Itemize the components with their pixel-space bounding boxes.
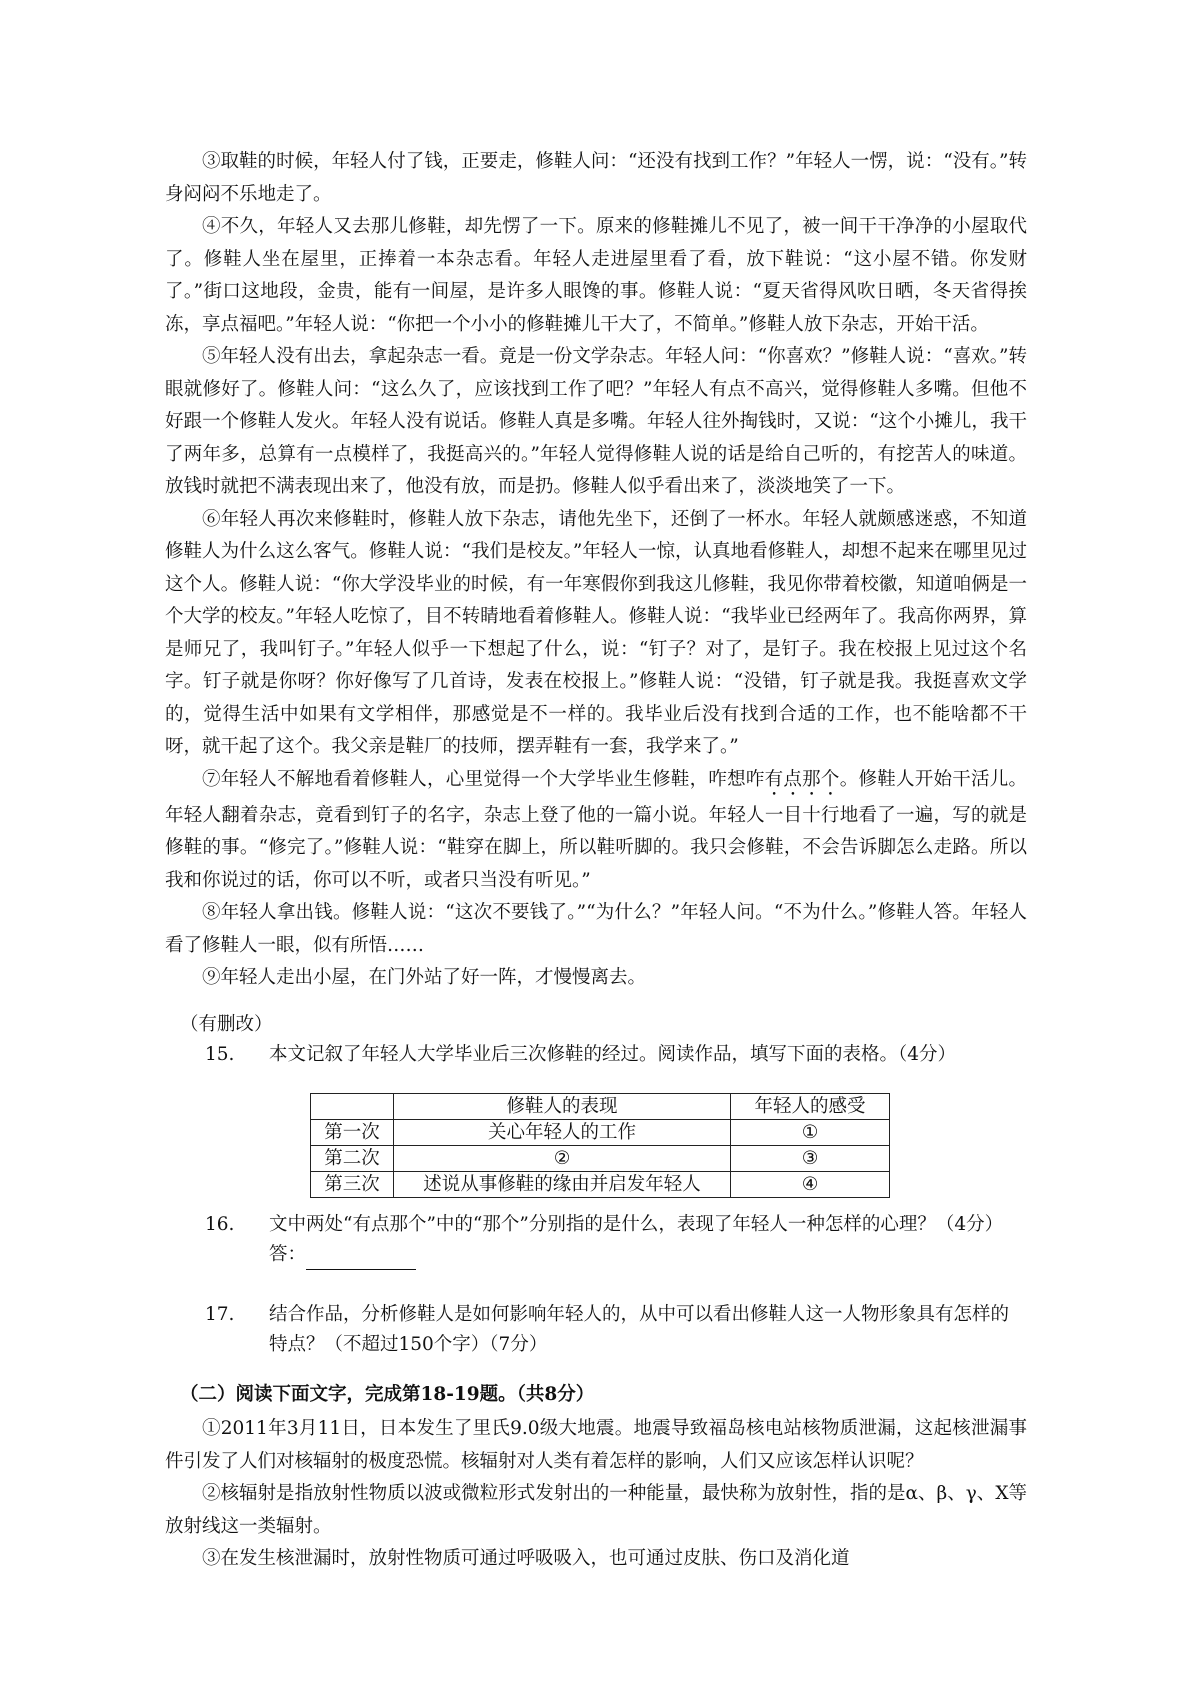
question-17 xyxy=(205,1300,1025,1360)
table-row xyxy=(311,1120,890,1146)
question-text: 结合作品，分析修鞋人是如何影响年轻人的，从中可以看出修鞋人这一人物形象具有怎样的特点？（不超过150个字）（7分） xyxy=(269,1304,1010,1355)
reading-passage xyxy=(165,146,1027,995)
table-cell: 第三次 xyxy=(311,1172,394,1198)
paragraph-7-end: 。修鞋人开始干活儿。年轻人翻着杂志，竟看到钉子的名字，杂志上登了他的一篇小说。年轻人一目十行地看了一遍，写的就是修鞋的事。“修完了。”修鞋人说：“鞋穿在脚上，所以鞋听脚的。我只会修鞋，不会告诉脚怎么走路。所以我和你说过的话，你可以不听，或者只当没有听见。” xyxy=(165,768,1027,891)
section-2-paragraph-3: ③在发生核泄漏时，放射性物质可通过呼吸吸入，也可通过皮肤、伤口及消化道 xyxy=(202,1548,850,1569)
table-header-row xyxy=(311,1094,890,1120)
paragraph-8: ⑧年轻人拿出钱。修鞋人说：“这次不要钱了。”“为什么？”年轻人问。“不为什么。”修鞋人答。年轻人看了修鞋人一眼，似有所悟…… xyxy=(165,902,1027,956)
answer-label: 答： xyxy=(269,1244,307,1265)
answer-line xyxy=(269,1240,1025,1270)
table-cell: ③ xyxy=(731,1146,890,1172)
paragraph-5: ⑤年轻人没有出去，拿起杂志一看。竟是一份文学杂志。年轻人问：“你喜欢？”修鞋人说：“喜欢。”转眼就修好了。修鞋人问：“这么久了，应该找到工作了吧？”年轻人有点不高兴，觉得修鞋人多嘴。但他不好跟一个修鞋人发火。年轻人没有说话。修鞋人真是多嘴。年轻人往外掏钱时，又说：“这个小摊儿，我干了两年多，总算有一点模样了，我挺高兴的。”年轻人觉得修鞋人说的话是给自己听的，有挖苦人的味道。放钱时就把不满表现出来了，他没有放，而是扔。修鞋人似乎看出来了，淡淡地笑了一下。 xyxy=(165,346,1027,497)
table-header-cell: 年轻人的感受 xyxy=(731,1094,890,1120)
table-row xyxy=(311,1172,890,1198)
table-header-cell xyxy=(311,1094,394,1120)
question-number: 17. xyxy=(205,1304,235,1325)
question-16 xyxy=(205,1210,1025,1270)
table-cell: ④ xyxy=(731,1172,890,1198)
question-number: 15. xyxy=(205,1044,235,1065)
paragraph-3: ③取鞋的时候，年轻人付了钱，正要走，修鞋人问：“还没有找到工作？”年轻人一愣，说：“没有。”转身闷闷不乐地走了。 xyxy=(165,151,1027,205)
section-heading: （二）阅读下面文字，完成第18-19题。（共8分） xyxy=(180,1384,595,1405)
table-row xyxy=(311,1146,890,1172)
edited-note: （有删改） xyxy=(180,1014,273,1035)
section-2-passage xyxy=(165,1413,1027,1576)
paragraph-4: ④不久，年轻人又去那儿修鞋，却先愣了一下。原来的修鞋摊儿不见了，被一间干干净净的小屋取代了。修鞋人坐在屋里，正捧着一本杂志看。年轻人走进屋里看了看，放下鞋说：“这小屋不错。你发财了。”街口这地段，金贵，能有一间屋，是许多人眼馋的事。修鞋人说：“夏天省得风吹日晒，冬天省得挨冻，享点福吧。”年轻人说：“你把一个小小的修鞋摊儿干大了，不简单。”修鞋人放下杂志，开始干活。 xyxy=(165,216,1027,335)
answer-table xyxy=(310,1093,890,1198)
section-2-paragraph-2: ②核辐射是指放射性物质以波或微粒形式发射出的一种能量，最快称为放射性，指的是α、β、γ、X等放射线这一类辐射。 xyxy=(165,1483,1027,1537)
table-cell: ② xyxy=(394,1146,731,1172)
answer-blank[interactable] xyxy=(306,1247,416,1270)
paragraph-6: ⑥年轻人再次来修鞋时，修鞋人放下杂志，请他先坐下，还倒了一杯水。年轻人就颇感迷惑，不知道修鞋人为什么这么客气。修鞋人说：“我们是校友。”年轻人一惊，认真地看修鞋人，却想不起来在哪里见过这个人。修鞋人说：“你大学没毕业的时候，有一年寒假你到我这儿修鞋，我见你带着校徽，知道咱俩是一个大学的校友。”年轻人吃惊了，目不转睛地看着修鞋人。修鞋人说：“我毕业已经两年了。我高你两界，算是师兄了，我叫钉子。”年轻人似乎一下想起了什么，说：“钉子？对了，是钉子。我在校报上见过这个名字。钉子就是你呀？你好像写了几首诗，发表在校报上。”修鞋人说：“没错，钉子就是我。我挺喜欢文学的，觉得生活中如果有文学相伴，那感觉是不一样的。我毕业后没有找到合适的工作，也不能啥都不干呀，就干起了这个。我父亲是鞋厂的技师，摆弄鞋有一套，我学来了。” xyxy=(165,508,1027,757)
emphasized-phrase: 有点那个 xyxy=(764,768,840,790)
table-cell: 述说从事修鞋的缘由并启发年轻人 xyxy=(394,1172,731,1198)
table-cell: 第一次 xyxy=(311,1120,394,1146)
table-cell: 关心年轻人的工作 xyxy=(394,1120,731,1146)
table-cell: ① xyxy=(731,1120,890,1146)
question-text: 本文记叙了年轻人大学毕业后三次修鞋的经过。阅读作品，填写下面的表格。（4分） xyxy=(269,1044,957,1065)
paragraph-9: ⑨年轻人走出小屋，在门外站了好一阵，才慢慢离去。 xyxy=(202,967,647,988)
section-2-paragraph-1: ①2011年3月11日，日本发生了里氏9.0级大地震。地震导致福岛核电站核物质泄漏，这起核泄漏事件引发了人们对核辐射的极度恐慌。核辐射对人类有着怎样的影响，人们又应该怎样认识呢？ xyxy=(165,1418,1027,1472)
question-15 xyxy=(205,1040,1025,1070)
paragraph-7 xyxy=(165,764,1027,898)
paragraph-7-start: ⑦年轻人不解地看着修鞋人，心里觉得一个大学毕业生修鞋，咋想咋 xyxy=(202,768,765,790)
question-number: 16. xyxy=(205,1214,235,1235)
question-text: 文中两处“有点那个”中的“那个”分别指的是什么，表现了年轻人一种怎样的心理？（4分） xyxy=(269,1214,1004,1235)
table-header-cell: 修鞋人的表现 xyxy=(394,1094,731,1120)
table-cell: 第二次 xyxy=(311,1146,394,1172)
